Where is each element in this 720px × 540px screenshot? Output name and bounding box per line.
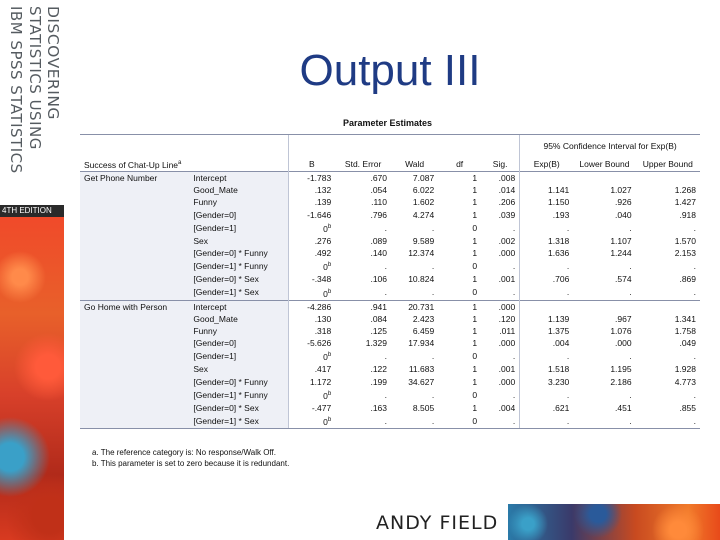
cell-se: .941 [335, 300, 391, 313]
book-title-line2: STATISTICS USING [26, 6, 44, 150]
cell-df: 1 [472, 274, 478, 285]
cell-ub [636, 300, 700, 313]
cell-expb: .706 [520, 273, 574, 285]
author-name: ANDY FIELD [376, 512, 499, 534]
cell-wald: 20.731 [391, 300, 438, 313]
cell-b: .132 [288, 184, 335, 196]
cell-b: .276 [288, 235, 335, 247]
cell-se: . [384, 261, 387, 272]
cell-b: 0$^b$ [288, 349, 335, 363]
dep-var-header: Success of Chat-Up Line$^a$ [80, 157, 288, 172]
term-label: [Gender=1] * Sex [189, 286, 288, 301]
cell-ub: . [693, 287, 696, 298]
cell-b: -.477 [288, 402, 335, 414]
cell-wald: 10.824 [408, 274, 435, 285]
cell-ub: .918 [679, 209, 696, 220]
book-title-block [0, 0, 64, 205]
cell-df: 0 [472, 389, 478, 400]
cell-df: 0 [472, 222, 478, 233]
table-row [80, 325, 700, 337]
table-row [80, 221, 700, 235]
cell-sig: .002 [498, 235, 516, 246]
cell-wald: . [431, 287, 435, 298]
cell-expb: .193 [520, 209, 574, 221]
col-se: Std. Error [335, 157, 391, 172]
cell-df: 1 [472, 376, 478, 387]
table-row [80, 247, 700, 259]
header-row-ci [80, 135, 700, 158]
cell-sig: .000 [481, 300, 520, 313]
cell-ub: 1.341 [674, 313, 696, 324]
footer-artwork [508, 504, 720, 540]
cell-df: 0 [472, 261, 478, 272]
term-label: Good_Mate [189, 184, 288, 196]
table-row [80, 286, 700, 301]
term-label: Intercept [189, 300, 288, 313]
cell-sig: . [481, 414, 520, 429]
term-label: [Gender=1] [189, 221, 288, 235]
cell-wald: 2.423 [412, 313, 435, 324]
term-label: [Gender=0] * Sex [189, 402, 288, 414]
cell-se: .140 [370, 248, 387, 259]
cell-se: . [384, 389, 387, 400]
table-row [80, 363, 700, 375]
term-label: [Gender=0] [189, 209, 288, 221]
table-row [80, 273, 700, 285]
cell-df: 1 [472, 325, 478, 336]
cell-lb: . [629, 287, 632, 298]
term-label: [Gender=0] * Funny [189, 247, 288, 259]
table-row [80, 184, 700, 196]
cell-se: . [384, 222, 387, 233]
cell-wald: 7.087 [391, 172, 438, 185]
cell-wald: . [431, 222, 435, 233]
slide-title: Output III [299, 46, 481, 95]
col-wald: Wald [391, 157, 438, 172]
parameter-estimates-table [80, 134, 700, 429]
cell-lb: .967 [615, 313, 632, 324]
cell-wald: 6.459 [412, 325, 435, 336]
cell-lb: . [629, 351, 632, 362]
header-row [80, 157, 700, 172]
term-label: [Gender=0] [189, 337, 288, 349]
cell-sig: .001 [498, 364, 516, 375]
cell-sig: .014 [498, 185, 516, 196]
term-label: [Gender=1] * Sex [189, 414, 288, 429]
cell-sig: . [512, 222, 516, 233]
cell-se: .089 [370, 235, 387, 246]
cell-expb: . [520, 259, 574, 273]
book-title-line3: IBM SPSS STATISTICS [7, 6, 25, 174]
cell-se: .084 [370, 313, 387, 324]
cell-ub: 1.427 [674, 197, 696, 208]
table-row [80, 172, 700, 185]
table-row [80, 259, 700, 273]
cell-wald: 8.505 [412, 402, 435, 413]
cell-sig: .000 [498, 338, 516, 349]
cell-b: -1.646 [288, 209, 335, 221]
cell-df: 1 [472, 338, 478, 349]
cell-ub: . [693, 389, 696, 400]
cell-expb: .621 [520, 402, 574, 414]
term-label: [Gender=0] * Funny [189, 376, 288, 388]
cell-df: 1 [472, 402, 478, 413]
table-footnotes [92, 447, 289, 469]
cell-sig: .039 [498, 209, 516, 220]
cell-ub: 1.758 [674, 325, 696, 336]
cell-se: .670 [335, 172, 391, 185]
cell-df: 1 [472, 248, 478, 259]
cell-lb: .574 [615, 274, 632, 285]
cell-expb: . [520, 221, 574, 235]
cell-lb: 2.186 [610, 376, 632, 387]
term-label: [Gender=0] * Sex [189, 273, 288, 285]
cell-se: .125 [370, 325, 387, 336]
cell-b: 0$^b$ [288, 414, 335, 429]
cell-expb: 1.141 [520, 184, 574, 196]
cell-expb: .004 [520, 337, 574, 349]
cell-b: 0$^b$ [288, 286, 335, 301]
col-b: B [288, 157, 335, 172]
cell-expb [520, 300, 574, 313]
cell-ub: 4.773 [674, 376, 696, 387]
footnote-a: a. The reference category is: No response/Walk Off. [92, 448, 276, 457]
cell-lb: 1.076 [610, 325, 632, 336]
term-label: [Gender=1] * Funny [189, 259, 288, 273]
cell-lb: . [629, 261, 632, 272]
cell-lb: 1.027 [610, 185, 632, 196]
cell-sig: .011 [499, 325, 516, 336]
cell-df: 1 [472, 235, 478, 246]
cell-ub: .855 [679, 402, 696, 413]
cell-lb: 1.107 [610, 235, 632, 246]
cell-b: -1.783 [288, 172, 335, 185]
table-row [80, 349, 700, 363]
cell-wald: 6.022 [412, 185, 435, 196]
cell-lb: 1.195 [610, 364, 632, 375]
cell-ub: .049 [679, 338, 696, 349]
cell-ub: .869 [679, 274, 696, 285]
cell-lb [573, 172, 635, 185]
cell-ub: 1.928 [674, 364, 696, 375]
table-row [80, 337, 700, 349]
cell-lb: . [629, 389, 632, 400]
cell-sig: .000 [498, 248, 516, 259]
cell-ub: . [693, 351, 696, 362]
cell-b: -5.626 [288, 337, 335, 349]
cell-sig: . [512, 261, 516, 272]
table-row [80, 196, 700, 208]
group-label: Get Phone Number [80, 172, 189, 185]
cell-se: . [384, 351, 387, 362]
cell-expb: 1.150 [520, 196, 574, 208]
cell-df: 0 [438, 414, 481, 429]
cell-expb: . [520, 286, 574, 301]
cell-lb: .000 [615, 338, 632, 349]
cell-b: 0$^b$ [288, 221, 335, 235]
term-label: Funny [189, 325, 288, 337]
cell-b: 1.172 [288, 376, 335, 388]
cell-se: .122 [370, 364, 387, 375]
cover-artwork [0, 217, 64, 540]
cell-df: 0 [472, 287, 478, 298]
cell-se: .106 [370, 274, 387, 285]
term-label: [Gender=1] [189, 349, 288, 363]
table-row [80, 376, 700, 388]
cell-sig: .206 [498, 197, 516, 208]
cell-b: .417 [288, 363, 335, 375]
ci-header: 95% Confidence Interval for Exp(B) [520, 135, 700, 158]
cell-lb: .040 [615, 209, 632, 220]
book-cover-spine [0, 0, 64, 540]
cell-df: 1 [472, 185, 478, 196]
table-title: Parameter Estimates [342, 118, 433, 128]
cell-sig: .004 [498, 402, 516, 413]
cell-se: 1.329 [365, 338, 387, 349]
table-row [80, 414, 700, 429]
term-label: Sex [189, 363, 288, 375]
cell-df: 0 [472, 351, 478, 362]
cell-se: . [335, 414, 391, 429]
term-label: Sex [189, 235, 288, 247]
col-lower: Lower Bound [573, 157, 635, 172]
cell-se: . [384, 287, 387, 298]
cell-expb: 1.318 [520, 235, 574, 247]
cell-expb: 3.230 [520, 376, 574, 388]
table-row [80, 209, 700, 221]
cell-b: -4.286 [288, 300, 335, 313]
cell-wald: . [431, 389, 435, 400]
table-row [80, 300, 700, 313]
cell-sig: .008 [481, 172, 520, 185]
cell-ub: . [693, 222, 696, 233]
cell-wald: 17.934 [408, 338, 435, 349]
cell-expb: . [520, 414, 574, 429]
cell-se: .199 [370, 376, 387, 387]
cell-b: 0$^b$ [288, 259, 335, 273]
cell-lb [573, 300, 635, 313]
table-row [80, 388, 700, 402]
cell-sig: .000 [498, 376, 516, 387]
footnote-b: b. This parameter is set to zero because it is redundant. [92, 459, 290, 468]
cell-b: -.348 [288, 273, 335, 285]
cell-se: .163 [370, 402, 387, 413]
cell-wald: 34.627 [408, 376, 435, 387]
cell-wald: 12.374 [408, 248, 435, 259]
cell-wald: . [431, 261, 435, 272]
group-label: Go Home with Person [80, 300, 189, 313]
cell-lb: 1.244 [610, 248, 632, 259]
col-upper: Upper Bound [636, 157, 700, 172]
cell-b: .492 [288, 247, 335, 259]
cell-expb: 1.139 [520, 313, 574, 325]
cell-wald: . [431, 351, 435, 362]
term-label: Intercept [189, 172, 288, 185]
book-title-line1: DISCOVERING [44, 6, 62, 120]
cell-ub: 1.570 [674, 235, 696, 246]
term-label: Good_Mate [189, 313, 288, 325]
cell-lb: . [629, 222, 632, 233]
col-df: df [438, 157, 481, 172]
cell-se: .054 [370, 185, 387, 196]
cell-b: .130 [288, 313, 335, 325]
cell-b: 0$^b$ [288, 388, 335, 402]
cell-expb: 1.518 [520, 363, 574, 375]
term-label: [Gender=1] * Funny [189, 388, 288, 402]
cell-df: 1 [438, 172, 481, 185]
cell-ub: . [636, 414, 700, 429]
cell-expb: 1.636 [520, 247, 574, 259]
term-label: Funny [189, 196, 288, 208]
cell-expb: . [520, 388, 574, 402]
col-expb: Exp(B) [520, 157, 574, 172]
cell-lb: . [573, 414, 635, 429]
cell-wald: . [391, 414, 438, 429]
cell-df: 1 [472, 313, 478, 324]
cell-sig: .120 [498, 313, 516, 324]
cell-df: 1 [472, 209, 478, 220]
cell-wald: 9.589 [412, 235, 435, 246]
cell-ub: 1.268 [674, 185, 696, 196]
cell-sig: . [512, 287, 516, 298]
cell-ub [636, 172, 700, 185]
cell-wald: 4.274 [412, 209, 435, 220]
cell-df: 1 [472, 197, 478, 208]
cell-df: 1 [472, 364, 478, 375]
cell-wald: 11.683 [408, 364, 435, 375]
cell-wald: 1.602 [412, 197, 435, 208]
cell-b: .139 [288, 196, 335, 208]
cell-ub: 2.153 [674, 248, 696, 259]
cell-lb: .926 [615, 197, 632, 208]
cell-sig: . [512, 351, 516, 362]
cell-lb: .451 [615, 402, 632, 413]
cell-df: 1 [438, 300, 481, 313]
table-row [80, 402, 700, 414]
col-sig: Sig. [481, 157, 520, 172]
cell-ub: . [693, 261, 696, 272]
table-row [80, 313, 700, 325]
cell-expb: 1.375 [520, 325, 574, 337]
cell-se: .110 [371, 197, 387, 208]
cell-sig: . [512, 389, 516, 400]
cell-se: .796 [370, 209, 387, 220]
cell-b: .318 [288, 325, 335, 337]
cell-sig: .001 [498, 274, 516, 285]
cell-expb: . [520, 349, 574, 363]
table-row [80, 235, 700, 247]
edition-label: 4TH EDITION [0, 205, 64, 217]
cell-expb [520, 172, 574, 185]
